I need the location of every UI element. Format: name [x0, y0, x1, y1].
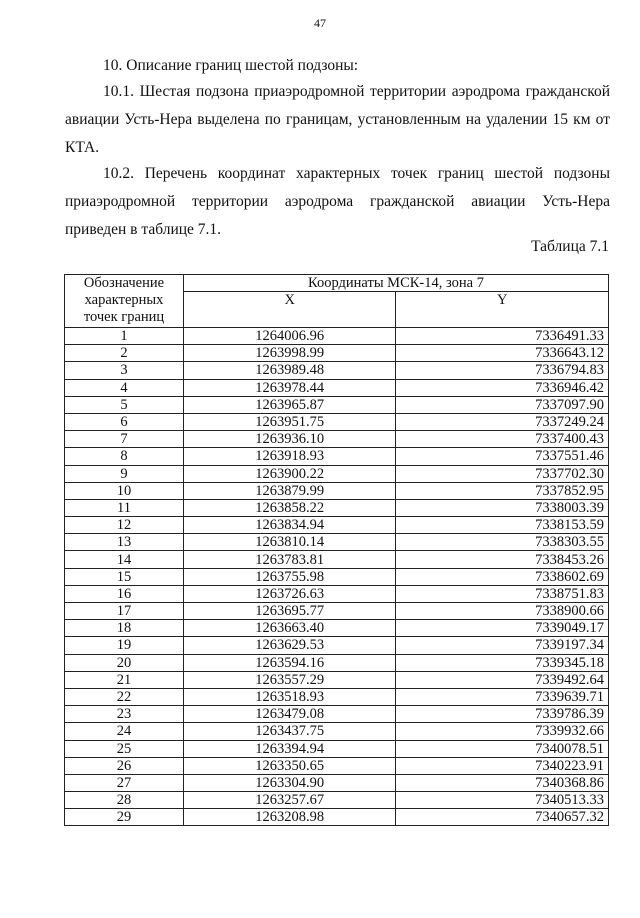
point-number: 25 [65, 740, 184, 757]
point-number: 16 [65, 585, 184, 602]
table-row [65, 585, 609, 602]
coord-x: 1263394.94 [184, 740, 396, 757]
table-row [65, 688, 609, 705]
coord-x: 1263936.10 [184, 431, 396, 448]
table-row [65, 328, 609, 345]
table-row [65, 774, 609, 791]
coord-y: 7336491.33 [396, 328, 609, 345]
coordinates-table [64, 274, 609, 826]
coord-y: 7336946.42 [396, 379, 609, 396]
coord-x: 1263479.08 [184, 706, 396, 723]
point-number: 10 [65, 482, 184, 499]
coord-y: 7339639.71 [396, 688, 609, 705]
point-number: 17 [65, 603, 184, 620]
point-number: 7 [65, 431, 184, 448]
coord-x: 1263755.98 [184, 568, 396, 585]
table-row [65, 413, 609, 430]
table-row [65, 465, 609, 482]
point-number: 11 [65, 499, 184, 516]
coord-y: 7336643.12 [396, 345, 609, 362]
table-row [65, 448, 609, 465]
point-number: 13 [65, 534, 184, 551]
page-number: 47 [314, 16, 326, 30]
point-number: 20 [65, 654, 184, 671]
coord-y: 7340078.51 [396, 740, 609, 757]
table-row [65, 551, 609, 568]
coord-x: 1263350.65 [184, 757, 396, 774]
coord-x: 1263900.22 [184, 465, 396, 482]
point-number: 15 [65, 568, 184, 585]
section-heading: 10. Описание границ шестой подзоны: [103, 57, 359, 74]
coord-y: 7337249.24 [396, 413, 609, 430]
point-number: 22 [65, 688, 184, 705]
coord-y: 7338602.69 [396, 568, 609, 585]
coord-y: 7340513.33 [396, 792, 609, 809]
coord-x: 1263437.75 [184, 723, 396, 740]
point-number: 6 [65, 413, 184, 430]
point-number: 28 [65, 792, 184, 809]
coord-x: 1263518.93 [184, 688, 396, 705]
coord-x: 1263998.99 [184, 345, 396, 362]
table-row [65, 740, 609, 757]
table-row [65, 362, 609, 379]
point-number: 12 [65, 517, 184, 534]
coord-y: 7337551.46 [396, 448, 609, 465]
table-row [65, 723, 609, 740]
coord-x: 1263304.90 [184, 774, 396, 791]
coord-x: 1263951.75 [184, 413, 396, 430]
table-row [65, 809, 609, 826]
header-x: X [184, 292, 396, 328]
point-number: 27 [65, 774, 184, 791]
point-number: 26 [65, 757, 184, 774]
coord-y: 7339492.64 [396, 671, 609, 688]
coord-y: 7340657.32 [396, 809, 609, 826]
point-number: 14 [65, 551, 184, 568]
coord-y: 7338900.66 [396, 603, 609, 620]
header-point-label: Обозначение характерных точек границ [65, 275, 184, 328]
point-number: 18 [65, 620, 184, 637]
coord-x: 1263257.67 [184, 792, 396, 809]
table-row [65, 482, 609, 499]
table-row [65, 792, 609, 809]
coord-x: 1263978.44 [184, 379, 396, 396]
table-row [65, 637, 609, 654]
table-row [65, 379, 609, 396]
table-row [65, 671, 609, 688]
point-number: 9 [65, 465, 184, 482]
coord-y: 7338303.55 [396, 534, 609, 551]
table-caption: Таблица 7.1 [531, 238, 609, 255]
coord-x: 1263557.29 [184, 671, 396, 688]
table-row [65, 568, 609, 585]
coord-x: 1263629.53 [184, 637, 396, 654]
point-number: 21 [65, 671, 184, 688]
coord-x: 1263965.87 [184, 396, 396, 413]
point-number: 1 [65, 328, 184, 345]
table-row [65, 620, 609, 637]
coord-y: 7337097.90 [396, 396, 609, 413]
point-number: 3 [65, 362, 184, 379]
paragraph-10-1: 10.1. Шестая подзона приаэродромной территории аэродрома гражданской авиации Усть-Нера выделена по границам, установленным на удалении 15 км от КТА. [65, 83, 610, 156]
table-row [65, 654, 609, 671]
point-number: 8 [65, 448, 184, 465]
coord-x: 1263834.94 [184, 517, 396, 534]
point-number: 2 [65, 345, 184, 362]
coord-y: 7338003.39 [396, 499, 609, 516]
coord-x: 1263879.99 [184, 482, 396, 499]
table-row [65, 534, 609, 551]
point-number: 29 [65, 809, 184, 826]
coord-x: 1263918.93 [184, 448, 396, 465]
coord-y: 7339345.18 [396, 654, 609, 671]
coord-x: 1263726.63 [184, 585, 396, 602]
coord-y: 7340223.91 [396, 757, 609, 774]
coord-y: 7337702.30 [396, 465, 609, 482]
coord-y: 7339932.66 [396, 723, 609, 740]
coord-x: 1263663.40 [184, 620, 396, 637]
coord-x: 1263594.16 [184, 654, 396, 671]
table-row [65, 706, 609, 723]
coord-y: 7340368.86 [396, 774, 609, 791]
point-number: 23 [65, 706, 184, 723]
coord-y: 7337400.43 [396, 431, 609, 448]
point-number: 24 [65, 723, 184, 740]
point-number: 5 [65, 396, 184, 413]
coord-x: 1263858.22 [184, 499, 396, 516]
table-row [65, 499, 609, 516]
coord-y: 7336794.83 [396, 362, 609, 379]
coord-y: 7338153.59 [396, 517, 609, 534]
coord-x: 1263810.14 [184, 534, 396, 551]
coord-y: 7339049.17 [396, 620, 609, 637]
point-number: 19 [65, 637, 184, 654]
coord-y: 7339197.34 [396, 637, 609, 654]
coord-y: 7338751.83 [396, 585, 609, 602]
table-row [65, 396, 609, 413]
table-row [65, 603, 609, 620]
table-row [65, 431, 609, 448]
coord-x: 1263208.98 [184, 809, 396, 826]
coord-y: 7337852.95 [396, 482, 609, 499]
header-coordinates-group: Координаты МСК-14, зона 7 [184, 275, 609, 292]
coord-y: 7338453.26 [396, 551, 609, 568]
coord-y: 7339786.39 [396, 706, 609, 723]
table-row [65, 517, 609, 534]
paragraph-10-2: 10.2. Перечень координат характерных точек границ шестой подзоны приаэродромной территории аэродрома гражданской авиации Усть-Нера приведен в таблице 7.1. [65, 165, 610, 238]
coord-x: 1264006.96 [184, 328, 396, 345]
point-number: 4 [65, 379, 184, 396]
header-y: Y [396, 292, 609, 328]
coord-x: 1263695.77 [184, 603, 396, 620]
table-row [65, 757, 609, 774]
table-row [65, 345, 609, 362]
coord-x: 1263783.81 [184, 551, 396, 568]
table-body [65, 328, 609, 826]
coord-x: 1263989.48 [184, 362, 396, 379]
